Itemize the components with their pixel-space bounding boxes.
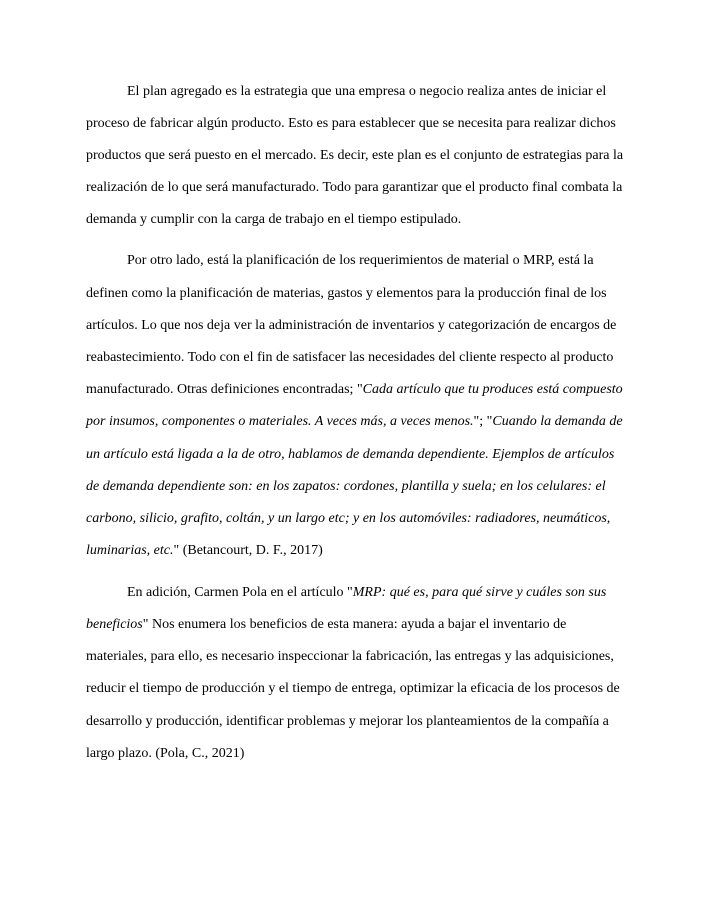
text-line: [86, 648, 646, 666]
text-run: artículos. Lo que nos deja ver la administración de inventarios y categorización de encargos de: [86, 318, 617, 333]
text-line: [86, 745, 646, 763]
text-line: [127, 83, 687, 101]
text-run-italic: Cuando la demanda de: [492, 414, 623, 429]
text-run: El plan agregado es la estrategia que una empresa o negocio realiza antes de iniciar el: [127, 84, 607, 99]
text-run-italic: de demanda dependiente son: en los zapatos: cordones, plantilla y suela; en los celulares: el: [86, 479, 606, 494]
text-line: [86, 179, 646, 197]
text-run-italic: por insumos, componentes o materiales. A veces más, a veces menos.: [86, 414, 474, 429]
text-run-italic: MRP: qué es, para qué sirve y cuáles son sus: [352, 585, 607, 600]
text-run: En adición, Carmen Pola en el artículo ": [127, 585, 353, 600]
text-run: "; ": [473, 414, 493, 429]
text-run-italic: carbono, silicio, grafito, coltán, y un largo etc; y en los automóviles: radiadores, neumáticos,: [86, 511, 611, 526]
text-run: productos que será puesto en el mercado. Es decir, este plan es el conjunto de estrategias para la: [86, 148, 624, 163]
text-line: [86, 211, 646, 229]
text-run: largo plazo. (Pola, C., 2021): [86, 746, 245, 761]
text-line: [86, 317, 646, 335]
text-line: [86, 147, 646, 165]
text-line: [86, 413, 646, 431]
text-run: " Nos enumera los beneficios de esta manera: ayuda a bajar el inventario de: [142, 617, 567, 632]
text-line: [86, 349, 646, 367]
text-line: [86, 510, 646, 528]
text-run-italic: Cada artículo que tu produces está compuesto: [362, 382, 623, 397]
text-run: " (Betancourt, D. F., 2017): [173, 543, 323, 558]
text-run: proceso de fabricar algún producto. Esto es para establecer que se necesita para realizar dichos: [86, 116, 616, 131]
text-run: Por otro lado, está la planificación de los requerimientos de material o MRP, está la: [127, 253, 594, 268]
text-run: reducir el tiempo de producción y el tiempo de entrega, optimizar la eficacia de los procesos de: [86, 681, 620, 696]
text-run-italic: un artículo está ligada a la de otro, hablamos de demanda dependiente. Ejemplos de artículos: [86, 447, 615, 462]
text-line: [86, 446, 646, 464]
text-run-italic: luminarias, etc.: [86, 543, 174, 558]
text-line: [86, 713, 646, 731]
text-line: [86, 115, 646, 133]
text-line: [86, 285, 646, 303]
text-run: manufacturado. Otras definiciones encontradas; ": [86, 382, 363, 397]
text-line: [86, 680, 646, 698]
text-run: materiales, para ello, es necesario inspeccionar la fabricación, las entregas y las adquisiciones,: [86, 649, 614, 664]
text-line: [86, 542, 646, 560]
text-run: realización de lo que será manufacturado. Todo para garantizar que el producto final combata la: [86, 180, 623, 195]
text-line: [127, 252, 687, 270]
text-run: demanda y cumplir con la carga de trabajo en el tiempo estipulado.: [86, 212, 462, 227]
text-run: definen como la planificación de materias, gastos y elementos para la producción final de los: [86, 286, 607, 301]
text-line: [86, 381, 646, 399]
text-run-italic: beneficios: [86, 617, 143, 632]
text-line: [127, 584, 687, 602]
text-run: desarrollo y producción, identificar problemas y mejorar los planteamientos de la compañía a: [86, 714, 609, 729]
text-line: [86, 478, 646, 496]
text-run: reabastecimiento. Todo con el fin de satisfacer las necesidades del cliente respecto al producto: [86, 350, 614, 365]
text-line: [86, 616, 646, 634]
